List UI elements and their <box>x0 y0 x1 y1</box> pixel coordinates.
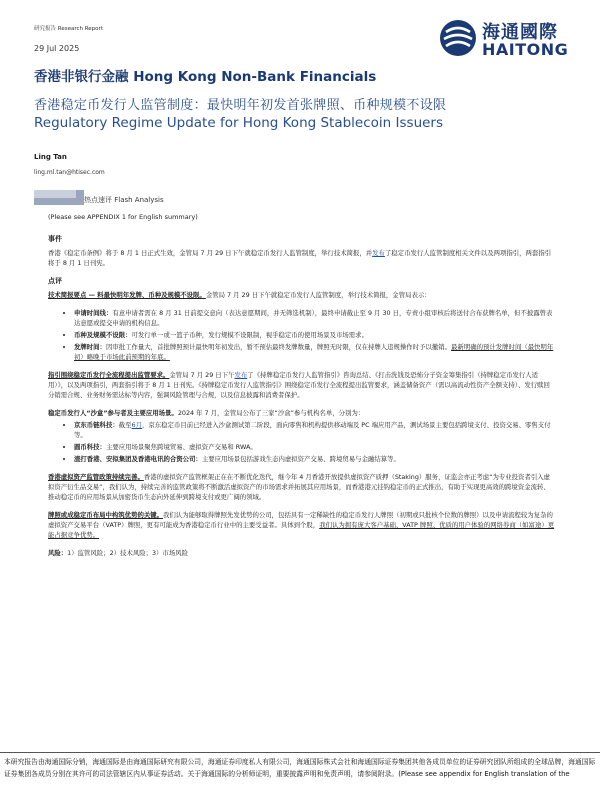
sandbox-list <box>48 420 556 464</box>
event-heading: 事件 <box>48 235 62 243</box>
report-title-en: Regulatory Regime Update for Hong Kong Stablecoin Issuers <box>34 115 444 131</box>
guideline-paragraph: 指引围绕稳定币发行全流程提出监管要求。金管局 7 月 29 日下午发布了《持牌稳定币发行人监管指引》咨询总结、《打击洗钱及恐怖分子资金筹集指引（持牌稳定币发行人适用）》，以及两项指引，两套指引将于 8 月 1 日刊宪。《持牌稳定币发行人监管指引》围绕稳定币发行全流程提出监管要求，涵盖储备资产（需以高流动性资产全额支持）、发行赎回分销需合规、业务财务需达标等内容，强调风险管理与合规，以及信息披露和消费者保护。 <box>48 371 550 399</box>
license-paragraph: 牌照或成稳定币布局中构筑优势的关键。我们认为能够取得牌照先发优势的公司，包括具有一定稀缺性的稳定币发行人牌照（初期或只批核个位数的牌照）以及申请流程较为复杂的虚拟资产交易平台（VATP）牌照，更有可能成为香港稳定币行业中的主要受益者。具体到个股，我们认为拥有庞大客户基础、VATP 牌照、优质的用户体验的网络券商（如富途）更能占据竞争优势。 <box>48 511 555 539</box>
policy-paragraph: 香港虚拟资产监管政策持续完善。香港的虚拟资产监管框架正在在不断优化迭代，继今年 4 月香港开放提供虚拟资产质押（Staking）服务，证监会亦正考虑“为专业投资者引入虚拟资产衍生品交易”，我们认为，持续完善的监管政策将不断激活虚拟资产的市场需求并拓展其应用场景，而香港港元挂钩稳定币的正式推出，有助于实现更高效的跨境资金流转、推动稳定币的应用场景从加密货币生态向外延伸到跨境支付或更广阔的领域。 <box>48 473 551 501</box>
commentary-heading: 点评 <box>48 277 62 285</box>
jd-link[interactable]: 6月 <box>131 421 142 429</box>
report-date: 29 Jul 2025 <box>34 44 80 53</box>
sandbox-paragraph: 稳定币发行人“沙盒”参与者及主要应用场景。2024 年 7 月，金管局公布了三家“沙盒”参与机构名单，分别为： <box>48 409 365 417</box>
briefing-paragraph: 技术简报要点 — 料最快明年发牌、币种及规模不设限。金管局 7 月 29 日下午就稳定币发行人监管制度，举行技术简报，金管局表示： <box>48 291 431 299</box>
report-body <box>48 234 556 566</box>
list-item: • 申请时间线：有意申请者需在 8 月 31 日前提交意向（表达意愿期间，并无筛选机制），最终申请截止至 9 月 30 日，专责小组审核后将送付合布获牌名单，但不披露曾表达意愿或提交申请的机构信息。 <box>74 308 556 328</box>
event-paragraph: 香港《稳定币条例》将于 8 月 1 日正式生效，金管局 7 月 29 日下午就稳定币发行人监管制度，举行技术简报，并发布了稳定币发行人监管制度相关文件以及两项指引，两套指引将于 8 月 1 日刊宪。 <box>48 249 552 267</box>
footer-disclaimer: 本研究报告由海通国际分销，海通国际是由海通国际研究有限公司，海通证券印度私人有限公司，海通国际株式会社和海通国际证券集团其他各成员单位的证券研究团队所组成的全球品牌，海通国际证券集团各成员分别在其许可的司法管辖区内从事证券活动。关于海通国际的分析师证明，重要披露声明和免责声明，请参阅附录。(Please see appendix for English translation of the <box>4 758 596 778</box>
list-item: • 发牌时间：因审批工作量大，首批牌照预计最快明年初发出，暂不预估最终发牌数量，牌照无时限，仅在持牌人违规操作时予以撤销。最新明确的预计发牌时间（最快明年初）略晚于市场此前预期的年底。 <box>74 342 556 362</box>
sector-title: 香港非银行金融 Hong Kong Non-Bank Financials <box>34 69 377 85</box>
haitong-logo <box>438 14 588 64</box>
logo-english: HAITONG <box>482 40 569 59</box>
event-link[interactable]: 发布 <box>372 249 385 257</box>
author-name: Ling Tan <box>34 153 67 161</box>
footer-divider <box>0 752 600 753</box>
list-item: • 渣打香港、安拟集团及香港电讯的合资公司：主要应用场景包括游戏生态内虚拟资产交易、跨境贸易与金融结算等。 <box>74 454 556 464</box>
flash-analysis-label: 热点速评 Flash Analysis <box>84 196 164 204</box>
risk-paragraph: 风险：1）监管风险；2）技术风险；3）市场风险 <box>48 549 189 557</box>
author-email[interactable]: ling.ml.tan@htisec.com <box>34 169 105 176</box>
haitong-emblem-icon <box>438 18 478 58</box>
list-item: • 币种及规模不设限：可发行单一或一篮子币种，发行规模不设限制，视乎稳定币的使用场景及市场需求。 <box>74 330 556 340</box>
list-item: • 京东币链科技：截至6月，京东稳定币目前已经进入沙盒测试第二阶段，面向零售和机构提供移动端及 PC 端应用产品，测试场景主要包括跨境支付、投资交易、零售支付等。 <box>74 420 556 440</box>
appendix-note: (Please see APPENDIX 1 for English summary) <box>48 213 198 221</box>
logo-chinese: 海通國際 <box>482 22 558 43</box>
report-type: 研究报告 Research Report <box>34 26 103 32</box>
report-title-zh: 香港稳定币发行人监管制度：最快明年初发首张牌照、币种规模不设限 <box>34 98 447 113</box>
guideline-link[interactable]: 发布 <box>234 371 248 379</box>
flash-bar-accent <box>34 190 76 198</box>
briefing-list <box>48 308 556 362</box>
list-item: • 圆币科技：主要应用场景聚焦跨境贸易、虚拟资产交易和 RWA。 <box>74 442 556 452</box>
